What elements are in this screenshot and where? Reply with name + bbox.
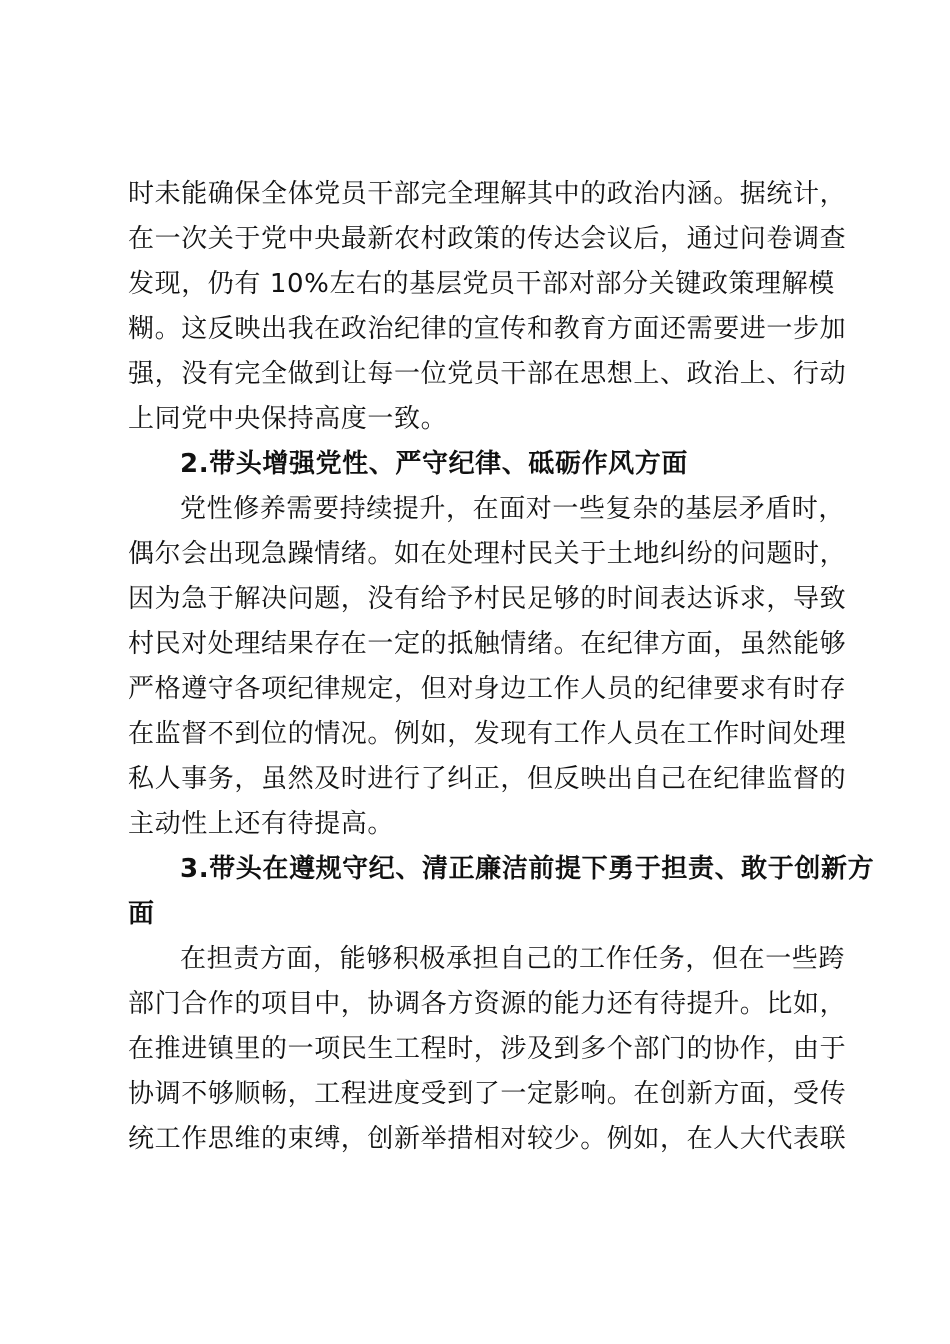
section-heading-line: 3.带头在遵规守纪、清正廉洁前提下勇于担责、敢于创新方	[180, 854, 875, 884]
paragraph-line: 部门合作的项目中，协调各方资源的能力还有待提升。比如，	[128, 989, 847, 1019]
paragraph-line: 发现，仍有 10%左右的基层党员干部对部分关键政策理解模	[128, 269, 835, 299]
paragraph-line: 私人事务，虽然及时进行了纠正，但反映出自己在纪律监督的	[128, 764, 847, 794]
paragraph-line: 上同党中央保持高度一致。	[128, 404, 448, 434]
paragraph-line: 主动性上还有待提高。	[128, 809, 395, 839]
paragraph-line: 因为急于解决问题，没有给予村民足够的时间表达诉求，导致	[128, 584, 847, 614]
paragraph-line: 强，没有完全做到让每一位党员干部在思想上、政治上、行动	[128, 359, 847, 389]
paragraph-line: 统工作思维的束缚，创新举措相对较少。例如，在人大代表联	[128, 1124, 847, 1154]
paragraph-line: 偶尔会出现急躁情绪。如在处理村民关于土地纠纷的问题时，	[128, 539, 847, 569]
paragraph-line: 在一次关于党中央最新农村政策的传达会议后，通过问卷调查	[128, 224, 847, 254]
paragraph-line: 村民对处理结果存在一定的抵触情绪。在纪律方面，虽然能够	[128, 629, 847, 659]
paragraph-line: 时未能确保全体党员干部完全理解其中的政治内涵。据统计，	[128, 179, 847, 209]
section-heading-line: 2.带头增强党性、严守纪律、砥砺作风方面	[180, 449, 688, 479]
section-heading-line: 面	[128, 899, 155, 929]
paragraph-line: 党性修养需要持续提升，在面对一些复杂的基层矛盾时，	[180, 494, 846, 524]
paragraph-line: 在推进镇里的一项民生工程时，涉及到多个部门的协作，由于	[128, 1034, 847, 1064]
document-body	[128, 172, 875, 1162]
paragraph-line: 在监督不到位的情况。例如，发现有工作人员在工作时间处理	[128, 719, 847, 749]
paragraph-line: 糊。这反映出我在政治纪律的宣传和教育方面还需要进一步加	[128, 314, 847, 344]
paragraph-line: 协调不够顺畅，工程进度受到了一定影响。在创新方面，受传	[128, 1079, 847, 1109]
paragraph-line: 在担责方面，能够积极承担自己的工作任务，但在一些跨	[180, 944, 846, 974]
paragraph-line: 严格遵守各项纪律规定，但对身边工作人员的纪律要求有时存	[128, 674, 847, 704]
